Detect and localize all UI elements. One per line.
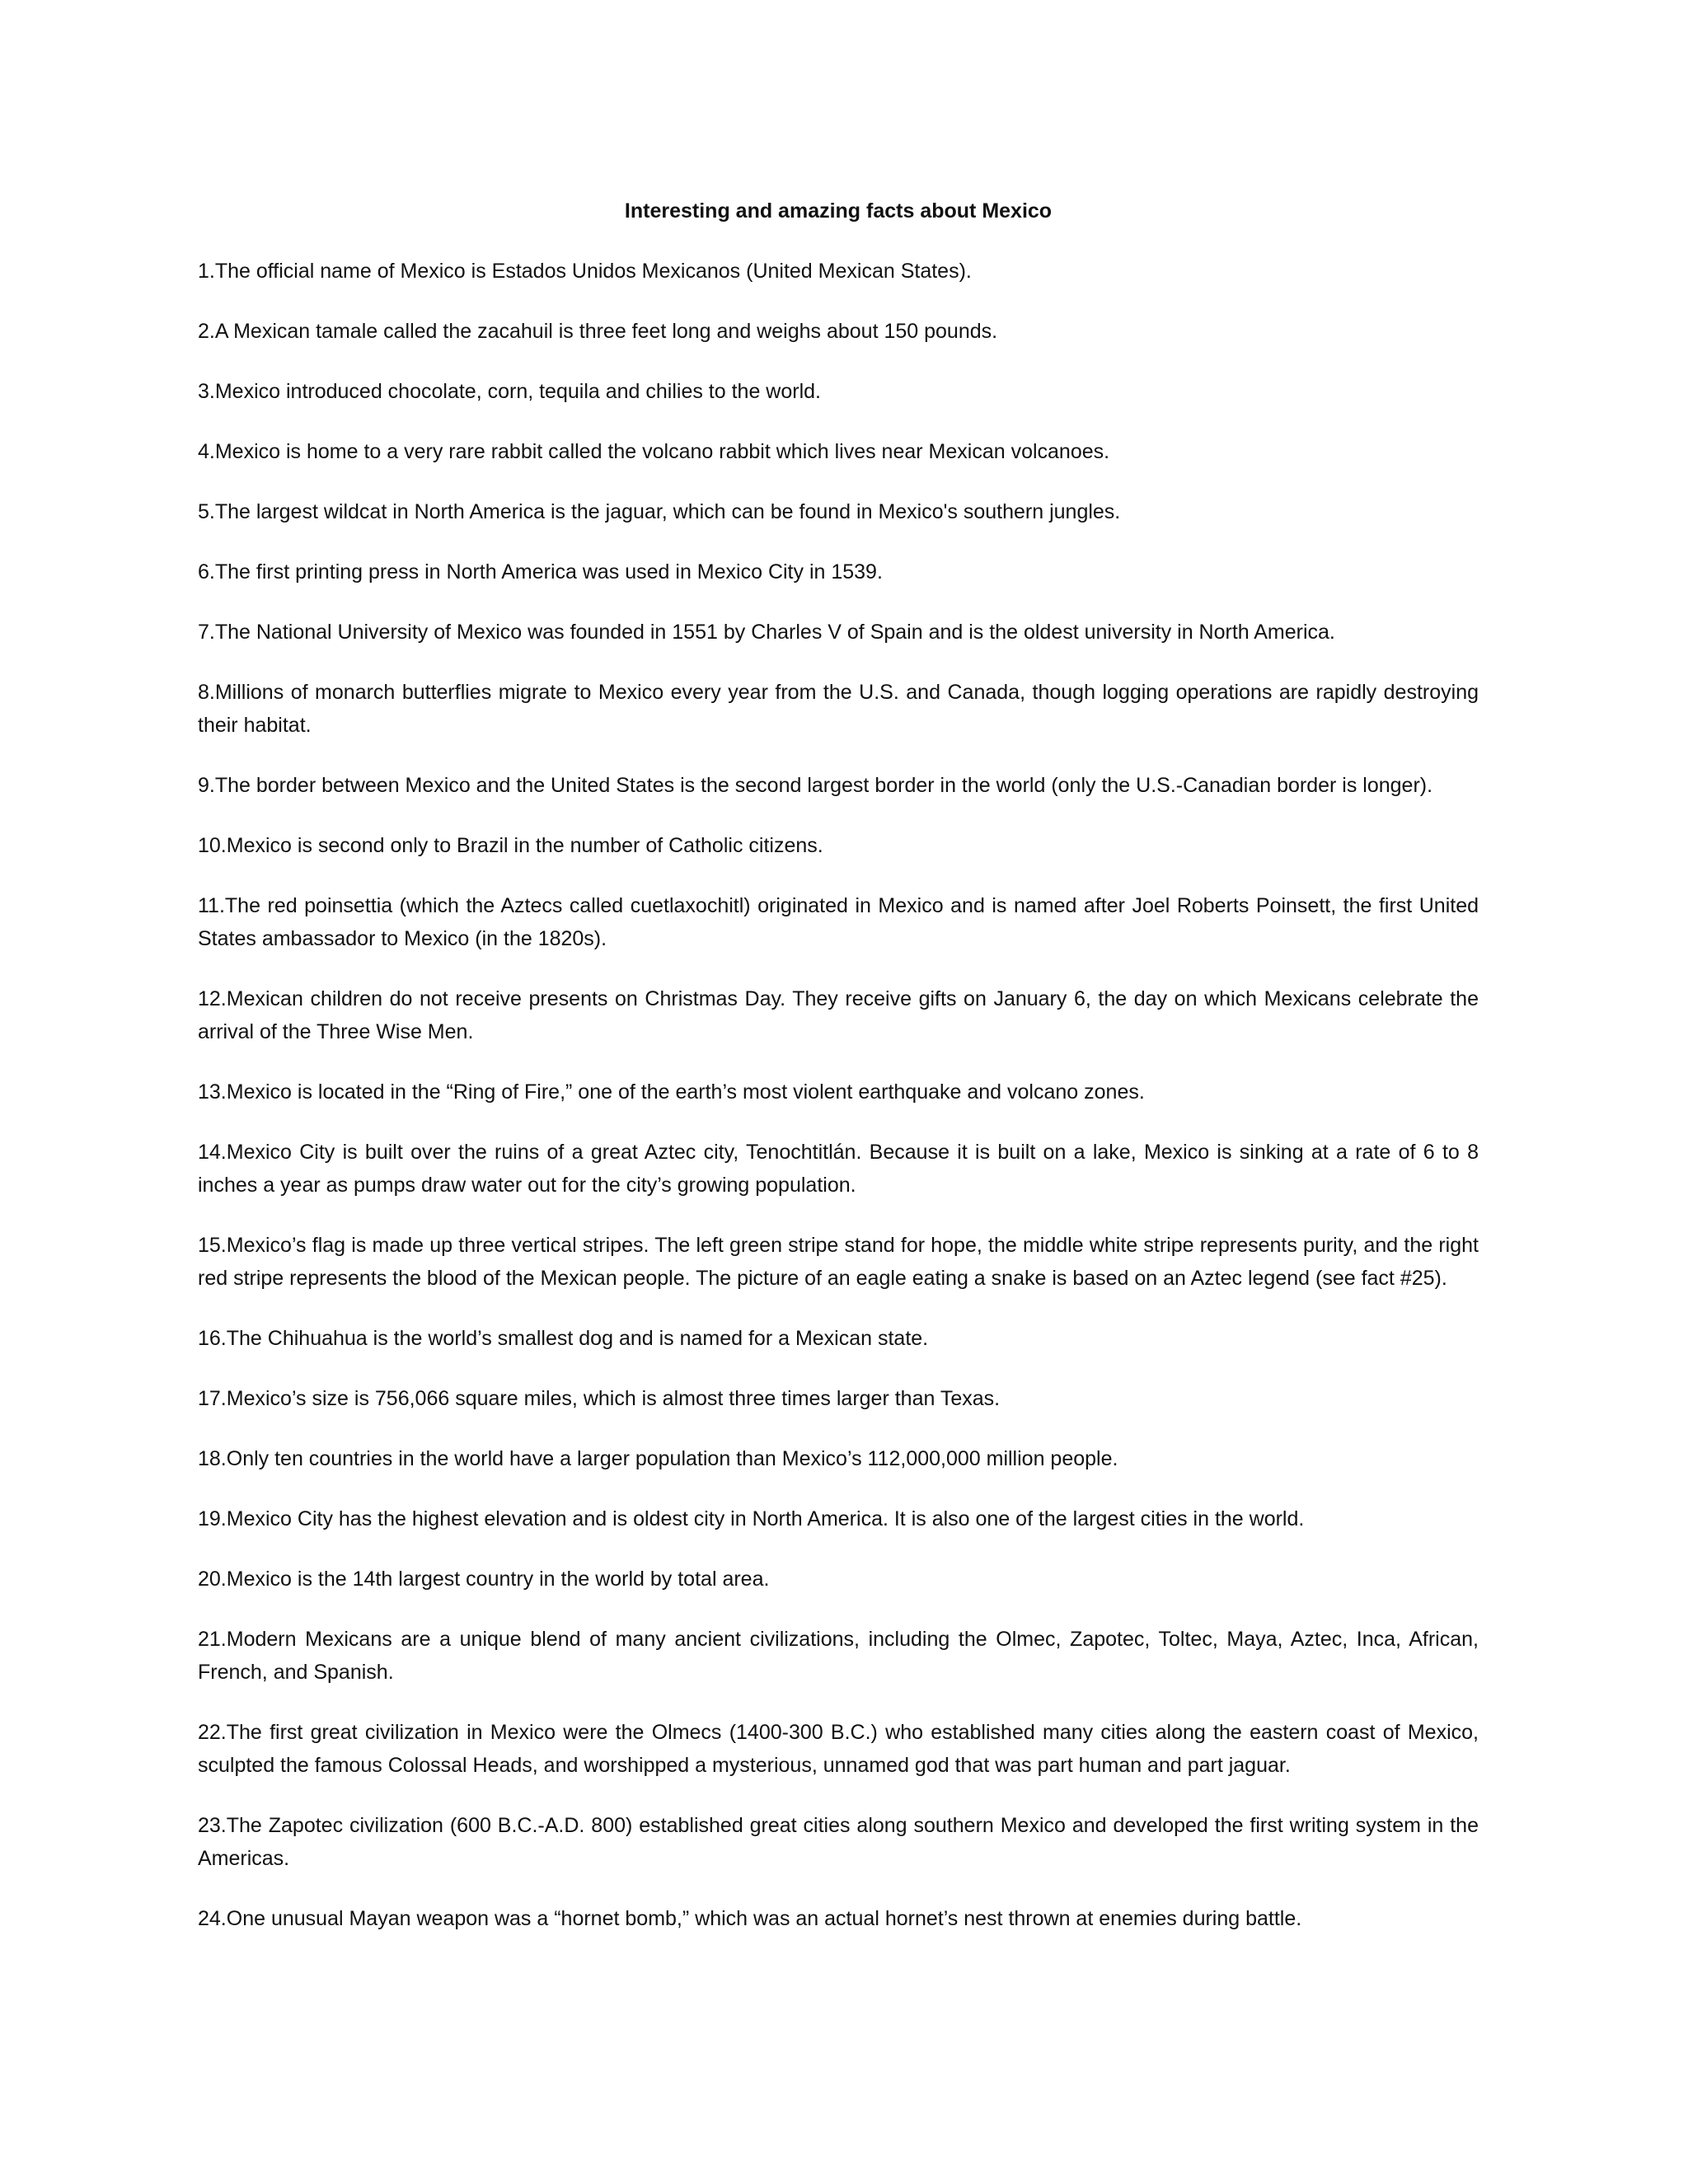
- fact-paragraph-19: 19.Mexico City has the highest elevation and is oldest city in North America. It is also one of the largest cities in the world.: [198, 1507, 1305, 1530]
- fact-paragraph-17: 17.Mexico’s size is 756,066 square miles, which is almost three times larger than Texas.: [198, 1387, 1001, 1410]
- fact-paragraph-24: 24.One unusual Mayan weapon was a “hornet bomb,” which was an actual hornet’s nest thrown at enemies during battle.: [198, 1907, 1302, 1930]
- fact-paragraph-22: 22.The first great civilization in Mexico were the Olmecs (1400-300 B.C.) who established many cities along the eastern coast of Mexico, sculpted the famous Colossal Heads, and worshipped a mysterious, unnamed god that was part human and part jaguar.: [198, 1721, 1479, 1777]
- fact-paragraph-8: 8.Millions of monarch butterflies migrate to Mexico every year from the U.S. and Canada, though logging operations are rapidly destroying their habitat.: [198, 681, 1479, 737]
- fact-paragraph-9: 9.The border between Mexico and the United States is the second largest border in the world (only the U.S.-Canadian border is longer).: [198, 774, 1433, 797]
- fact-paragraph-5: 5.The largest wildcat in North America is the jaguar, which can be found in Mexico's southern jungles.: [198, 500, 1121, 523]
- fact-paragraph-15: 15.Mexico’s flag is made up three vertical stripes. The left green stripe stand for hope, the middle white stripe represents purity, and the right red stripe represents the blood of the Mexican people. The picture of an eagle eating a snake is based on an Aztec legend (see fact #25).: [198, 1234, 1479, 1290]
- document-title: Interesting and amazing facts about Mexico: [624, 199, 1053, 223]
- fact-paragraph-12: 12.Mexican children do not receive presents on Christmas Day. They receive gifts on January 6, the day on which Mexicans celebrate the arrival of the Three Wise Men.: [198, 987, 1479, 1043]
- fact-paragraph-7: 7.The National University of Mexico was founded in 1551 by Charles V of Spain and is the oldest university in North America.: [198, 621, 1335, 644]
- fact-paragraph-20: 20.Mexico is the 14th largest country in the world by total area.: [198, 1568, 770, 1591]
- fact-paragraph-1: 1.The official name of Mexico is Estados Unidos Mexicanos (United Mexican States).: [198, 260, 972, 283]
- fact-paragraph-2: 2.A Mexican tamale called the zacahuil is three feet long and weighs about 150 pounds.: [198, 320, 998, 343]
- fact-paragraph-18: 18.Only ten countries in the world have a larger population than Mexico’s 112,000,000 million people.: [198, 1447, 1118, 1470]
- fact-paragraph-13: 13.Mexico is located in the “Ring of Fire,” one of the earth’s most violent earthquake and volcano zones.: [198, 1080, 1145, 1104]
- fact-paragraph-21: 21.Modern Mexicans are a unique blend of many ancient civilizations, including the Olmec, Zapotec, Toltec, Maya, Aztec, Inca, African, French, and Spanish.: [198, 1628, 1479, 1684]
- fact-paragraph-11: 11.The red poinsettia (which the Aztecs called cuetlaxochitl) originated in Mexico and is named after Joel Roberts Poinsett, the first United States ambassador to Mexico (in the 1820s).: [198, 894, 1479, 950]
- fact-paragraph-16: 16.The Chihuahua is the world’s smallest dog and is named for a Mexican state.: [198, 1327, 929, 1350]
- fact-paragraph-14: 14.Mexico City is built over the ruins of a great Aztec city, Tenochtitlán. Because it is built on a lake, Mexico is sinking at a rate of 6 to 8 inches a year as pumps draw water out for the city’s growing population.: [198, 1141, 1479, 1197]
- fact-paragraph-23: 23.The Zapotec civilization (600 B.C.-A.D. 800) established great cities along southern Mexico and developed the first writing system in the Americas.: [198, 1814, 1479, 1870]
- document-body: [198, 194, 1479, 1935]
- fact-paragraph-6: 6.The first printing press in North America was used in Mexico City in 1539.: [198, 560, 883, 583]
- fact-paragraph-4: 4.Mexico is home to a very rare rabbit called the volcano rabbit which lives near Mexican volcanoes.: [198, 440, 1110, 463]
- fact-paragraph-10: 10.Mexico is second only to Brazil in the number of Catholic citizens.: [198, 834, 823, 857]
- fact-paragraph-3: 3.Mexico introduced chocolate, corn, tequila and chilies to the world.: [198, 380, 821, 403]
